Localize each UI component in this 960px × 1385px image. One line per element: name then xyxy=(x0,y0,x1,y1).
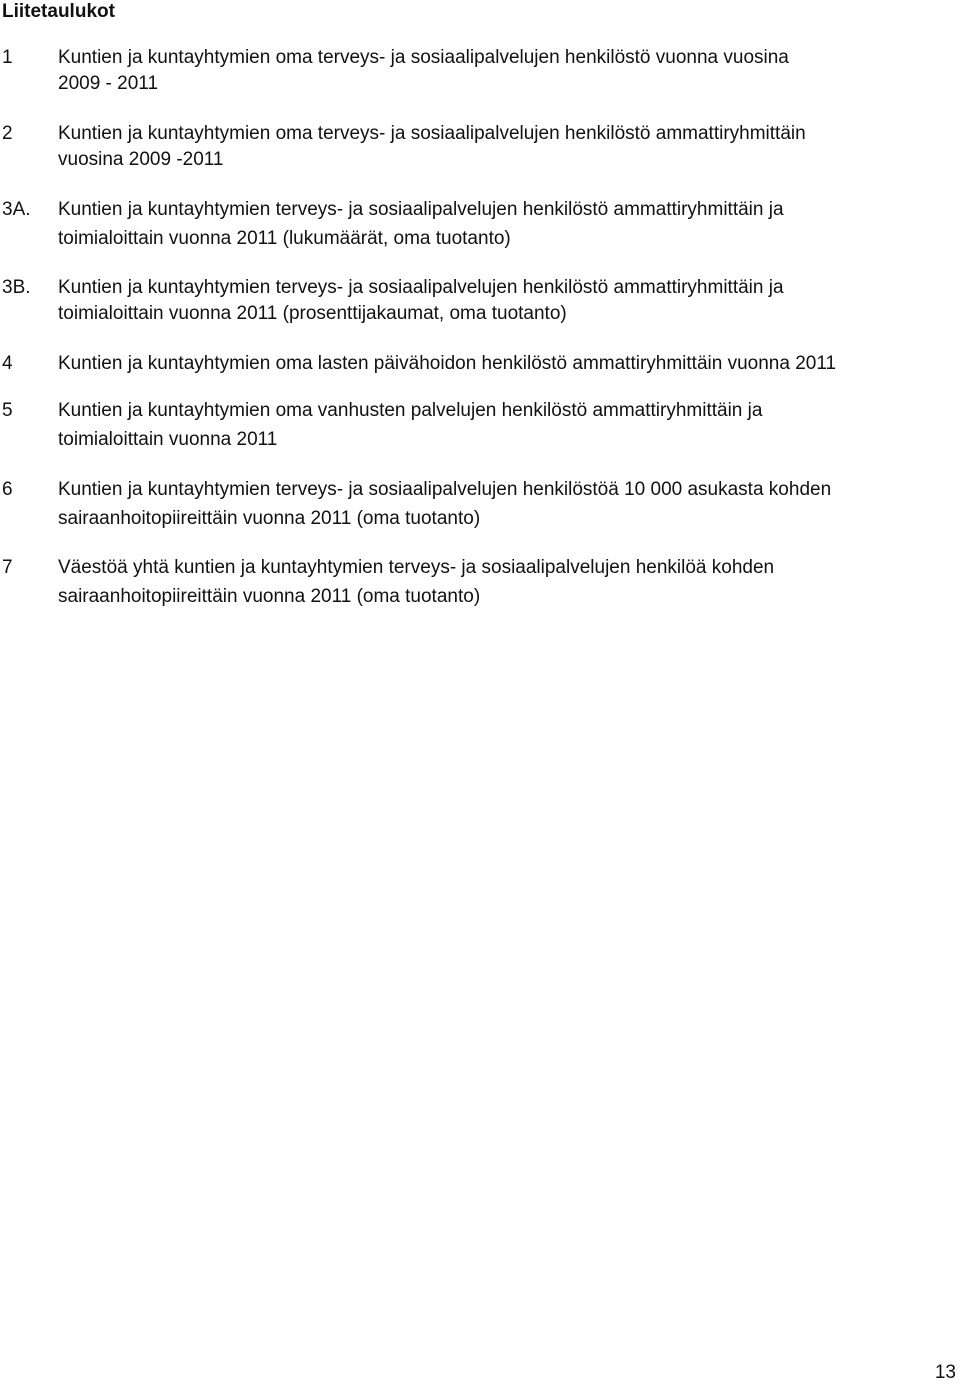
item-title-line: Kuntien ja kuntayhtymien terveys- ja sosiaalipalvelujen henkilöstöä 10 000 asukasta kohden xyxy=(58,479,832,500)
item-number: 5 xyxy=(2,400,13,421)
item-title xyxy=(58,555,958,610)
item-number: 3A. xyxy=(2,199,31,220)
item-title xyxy=(58,45,958,97)
item-title-line: Kuntien ja kuntayhtymien oma vanhusten palvelujen henkilöstö ammattiryhmittäin ja xyxy=(58,400,763,421)
item-title-line: toimialoittain vuonna 2011 xyxy=(58,429,278,450)
item-title xyxy=(58,351,958,377)
item-title-line: Väestöä yhtä kuntien ja kuntayhtymien terveys- ja sosiaalipalvelujen henkilöä kohden xyxy=(58,557,775,578)
item-title xyxy=(58,275,958,327)
item-title-line: sairaanhoitopiireittäin vuonna 2011 (oma tuotanto) xyxy=(58,508,481,529)
item-title-line: Kuntien ja kuntayhtymien oma terveys- ja sosiaalipalvelujen henkilöstö vuonna vuosina xyxy=(58,47,789,68)
item-title xyxy=(58,477,958,532)
item-title xyxy=(58,398,958,453)
item-title-line: Kuntien ja kuntayhtymien oma lasten päivähoidon henkilöstö ammattiryhmittäin vuonna 2011 xyxy=(58,353,837,374)
page-number: 13 xyxy=(934,1362,956,1383)
item-title-line: 2009 - 2011 xyxy=(58,73,159,94)
item-number: 3B. xyxy=(2,277,31,298)
item-number: 7 xyxy=(2,557,13,578)
item-title-line: Kuntien ja kuntayhtymien terveys- ja sosiaalipalvelujen henkilöstö ammattiryhmittäin ja xyxy=(58,277,784,298)
item-title-line: Kuntien ja kuntayhtymien oma terveys- ja sosiaalipalvelujen henkilöstö ammattiryhmittäin xyxy=(58,123,806,144)
item-title-line: sairaanhoitopiireittäin vuonna 2011 (oma tuotanto) xyxy=(58,586,481,607)
item-number: 6 xyxy=(2,479,13,500)
page-title: Liitetaulukot xyxy=(2,1,115,22)
item-number: 4 xyxy=(2,353,13,374)
item-title-line: toimialoittain vuonna 2011 (prosenttijakaumat, oma tuotanto) xyxy=(58,303,567,324)
item-title-line: vuosina 2009 -2011 xyxy=(58,149,224,170)
item-title xyxy=(58,197,958,252)
item-number: 2 xyxy=(2,123,13,144)
item-number: 1 xyxy=(2,47,13,68)
item-title-line: toimialoittain vuonna 2011 (lukumäärät, oma tuotanto) xyxy=(58,228,511,249)
item-title-line: Kuntien ja kuntayhtymien terveys- ja sosiaalipalvelujen henkilöstö ammattiryhmittäin ja xyxy=(58,199,784,220)
item-title xyxy=(58,121,958,173)
